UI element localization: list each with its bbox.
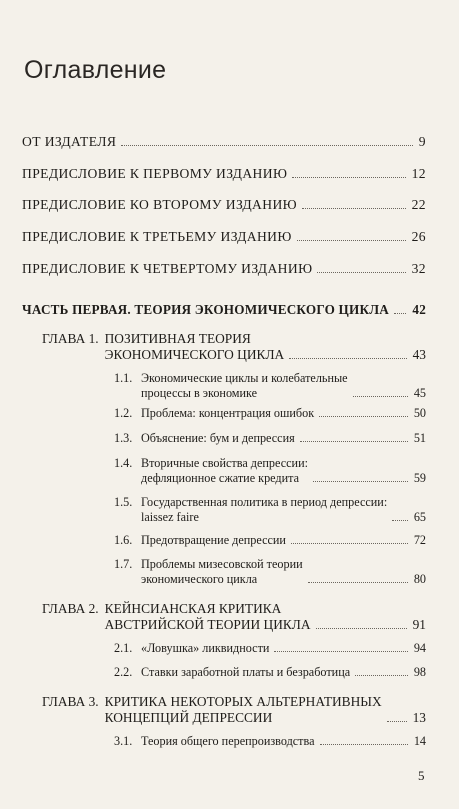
leader-dots bbox=[392, 520, 408, 521]
toc-section-page: 50 bbox=[413, 406, 426, 420]
leader-dots bbox=[274, 651, 407, 652]
toc-section bbox=[114, 665, 426, 680]
leader-dots bbox=[313, 481, 408, 482]
section-title-line: Государственная политика в период депрессии: bbox=[141, 495, 388, 509]
chapter-prefix: ГЛАВА 2. bbox=[42, 601, 99, 616]
toc-chapter-label bbox=[42, 694, 382, 726]
toc-entry bbox=[22, 229, 426, 245]
toc-section-page: 98 bbox=[413, 665, 426, 679]
toc-entry-label: ПРЕДИСЛОВИЕ К ЧЕТВЕРТОМУ ИЗДАНИЮ bbox=[22, 261, 313, 276]
toc-chapter bbox=[42, 601, 426, 633]
leader-dots bbox=[394, 313, 406, 314]
toc-section bbox=[114, 734, 426, 749]
leader-dots bbox=[316, 628, 407, 629]
section-number: 2.2. bbox=[114, 665, 133, 679]
leader-dots bbox=[300, 441, 408, 442]
leader-dots bbox=[319, 416, 408, 417]
chapter-title-line: КОНЦЕПЦИЙ ДЕПРЕССИИ bbox=[104, 710, 273, 725]
section-title-line: Ставки заработной платы и безработица bbox=[141, 665, 351, 679]
section-number: 1.2. bbox=[114, 406, 133, 420]
section-number: 3.1. bbox=[114, 734, 133, 748]
toc-entry-label: ПРЕДИСЛОВИЕ КО ВТОРОМУ ИЗДАНИЮ bbox=[22, 197, 298, 212]
toc-entry-page: 9 bbox=[418, 134, 426, 149]
toc-section bbox=[114, 495, 426, 525]
chapter-title-line: ЭКОНОМИЧЕСКОГО ЦИКЛА bbox=[104, 347, 285, 362]
section-title-line: Предотвращение депрессии bbox=[141, 533, 286, 547]
section-title-line: процессы в экономике bbox=[141, 386, 258, 400]
toc-entry bbox=[22, 197, 426, 213]
leader-dots bbox=[302, 208, 406, 209]
section-title-line: «Ловушка» ликвидности bbox=[141, 641, 270, 655]
toc-section bbox=[114, 533, 426, 548]
section-title-line: Экономические циклы и колебательные bbox=[141, 371, 348, 385]
chapter-title-line: ПОЗИТИВНАЯ ТЕОРИЯ bbox=[104, 331, 251, 346]
page-title: Оглавление bbox=[24, 56, 167, 84]
chapter-prefix: ГЛАВА 1. bbox=[42, 331, 99, 346]
toc-entry-page: 22 bbox=[411, 197, 426, 212]
toc-section-page: 14 bbox=[413, 734, 426, 748]
toc-entry bbox=[22, 134, 426, 150]
toc-part bbox=[22, 302, 426, 318]
chapter-title-line: КЕЙНСИАНСКАЯ КРИТИКА bbox=[104, 601, 282, 616]
toc-section bbox=[114, 371, 426, 401]
section-number: 1.6. bbox=[114, 533, 133, 547]
toc-part-label: ЧАСТЬ ПЕРВАЯ. ТЕОРИЯ ЭКОНОМИЧЕСКОГО ЦИКЛА bbox=[22, 302, 389, 317]
page-number: 5 bbox=[418, 768, 425, 783]
toc-entry-page: 32 bbox=[411, 261, 426, 276]
section-number: 1.1. bbox=[114, 371, 133, 385]
leader-dots bbox=[291, 543, 408, 544]
leader-dots bbox=[320, 744, 408, 745]
leader-dots bbox=[317, 272, 405, 273]
toc-entry-page: 26 bbox=[411, 229, 426, 244]
leader-dots bbox=[289, 358, 406, 359]
leader-dots bbox=[292, 177, 405, 178]
section-number: 2.1. bbox=[114, 641, 133, 655]
chapter-title-line: КРИТИКА НЕКОТОРЫХ АЛЬТЕРНАТИВНЫХ bbox=[104, 694, 382, 709]
chapter-title-line: АВСТРИЙСКОЙ ТЕОРИИ ЦИКЛА bbox=[104, 617, 311, 632]
toc-entry bbox=[22, 166, 426, 182]
toc-chapter-label bbox=[42, 601, 311, 633]
toc-entry-label: ПРЕДИСЛОВИЕ К ТРЕТЬЕМУ ИЗДАНИЮ bbox=[22, 229, 292, 244]
toc-entry-label: ОТ ИЗДАТЕЛЯ bbox=[22, 134, 117, 149]
leader-dots bbox=[297, 240, 406, 241]
section-number: 1.7. bbox=[114, 557, 133, 571]
section-number: 1.4. bbox=[114, 456, 133, 470]
section-title-line: Теория общего перепроизводства bbox=[141, 734, 315, 748]
section-title-line: laissez faire bbox=[141, 510, 199, 524]
leader-dots bbox=[308, 582, 408, 583]
leader-dots bbox=[353, 396, 408, 397]
toc-section-page: 94 bbox=[413, 641, 426, 655]
toc-part-page: 42 bbox=[412, 302, 426, 317]
toc-section bbox=[114, 431, 426, 446]
toc-chapter-label bbox=[42, 331, 284, 363]
toc-chapter bbox=[42, 694, 426, 726]
section-title-line: экономического цикла bbox=[141, 572, 258, 586]
section-title-line: Проблема: концентрация ошибок bbox=[141, 406, 315, 420]
section-number: 1.5. bbox=[114, 495, 133, 509]
leader-dots bbox=[387, 721, 407, 722]
toc-section-page: 51 bbox=[413, 431, 426, 445]
section-title-line: Вторичные свойства депрессии: bbox=[141, 456, 308, 470]
section-title-line: Объяснение: бум и депрессия bbox=[141, 431, 295, 445]
toc-entry-page: 12 bbox=[411, 166, 426, 181]
toc-chapter-page: 43 bbox=[412, 347, 426, 362]
toc-section bbox=[114, 406, 426, 421]
toc-chapter-page: 13 bbox=[412, 710, 426, 725]
section-title-line: Проблемы мизесовской теории bbox=[141, 557, 303, 571]
toc-section bbox=[114, 641, 426, 656]
leader-dots bbox=[121, 145, 412, 146]
toc-entry-label: ПРЕДИСЛОВИЕ К ПЕРВОМУ ИЗДАНИЮ bbox=[22, 166, 288, 181]
chapter-prefix: ГЛАВА 3. bbox=[42, 694, 99, 709]
toc-section-page: 45 bbox=[413, 386, 426, 400]
toc-section-page: 80 bbox=[413, 572, 426, 586]
toc-section-page: 72 bbox=[413, 533, 426, 547]
toc-chapter bbox=[42, 331, 426, 363]
toc-entry bbox=[22, 261, 426, 277]
section-title-line: дефляционное сжатие кредита bbox=[141, 471, 300, 485]
toc-section-page: 59 bbox=[413, 471, 426, 485]
leader-dots bbox=[355, 675, 408, 676]
section-number: 1.3. bbox=[114, 431, 133, 445]
toc-section bbox=[114, 456, 426, 486]
toc-section bbox=[114, 557, 426, 587]
toc-section-page: 65 bbox=[413, 510, 426, 524]
toc-chapter-page: 91 bbox=[412, 617, 426, 632]
